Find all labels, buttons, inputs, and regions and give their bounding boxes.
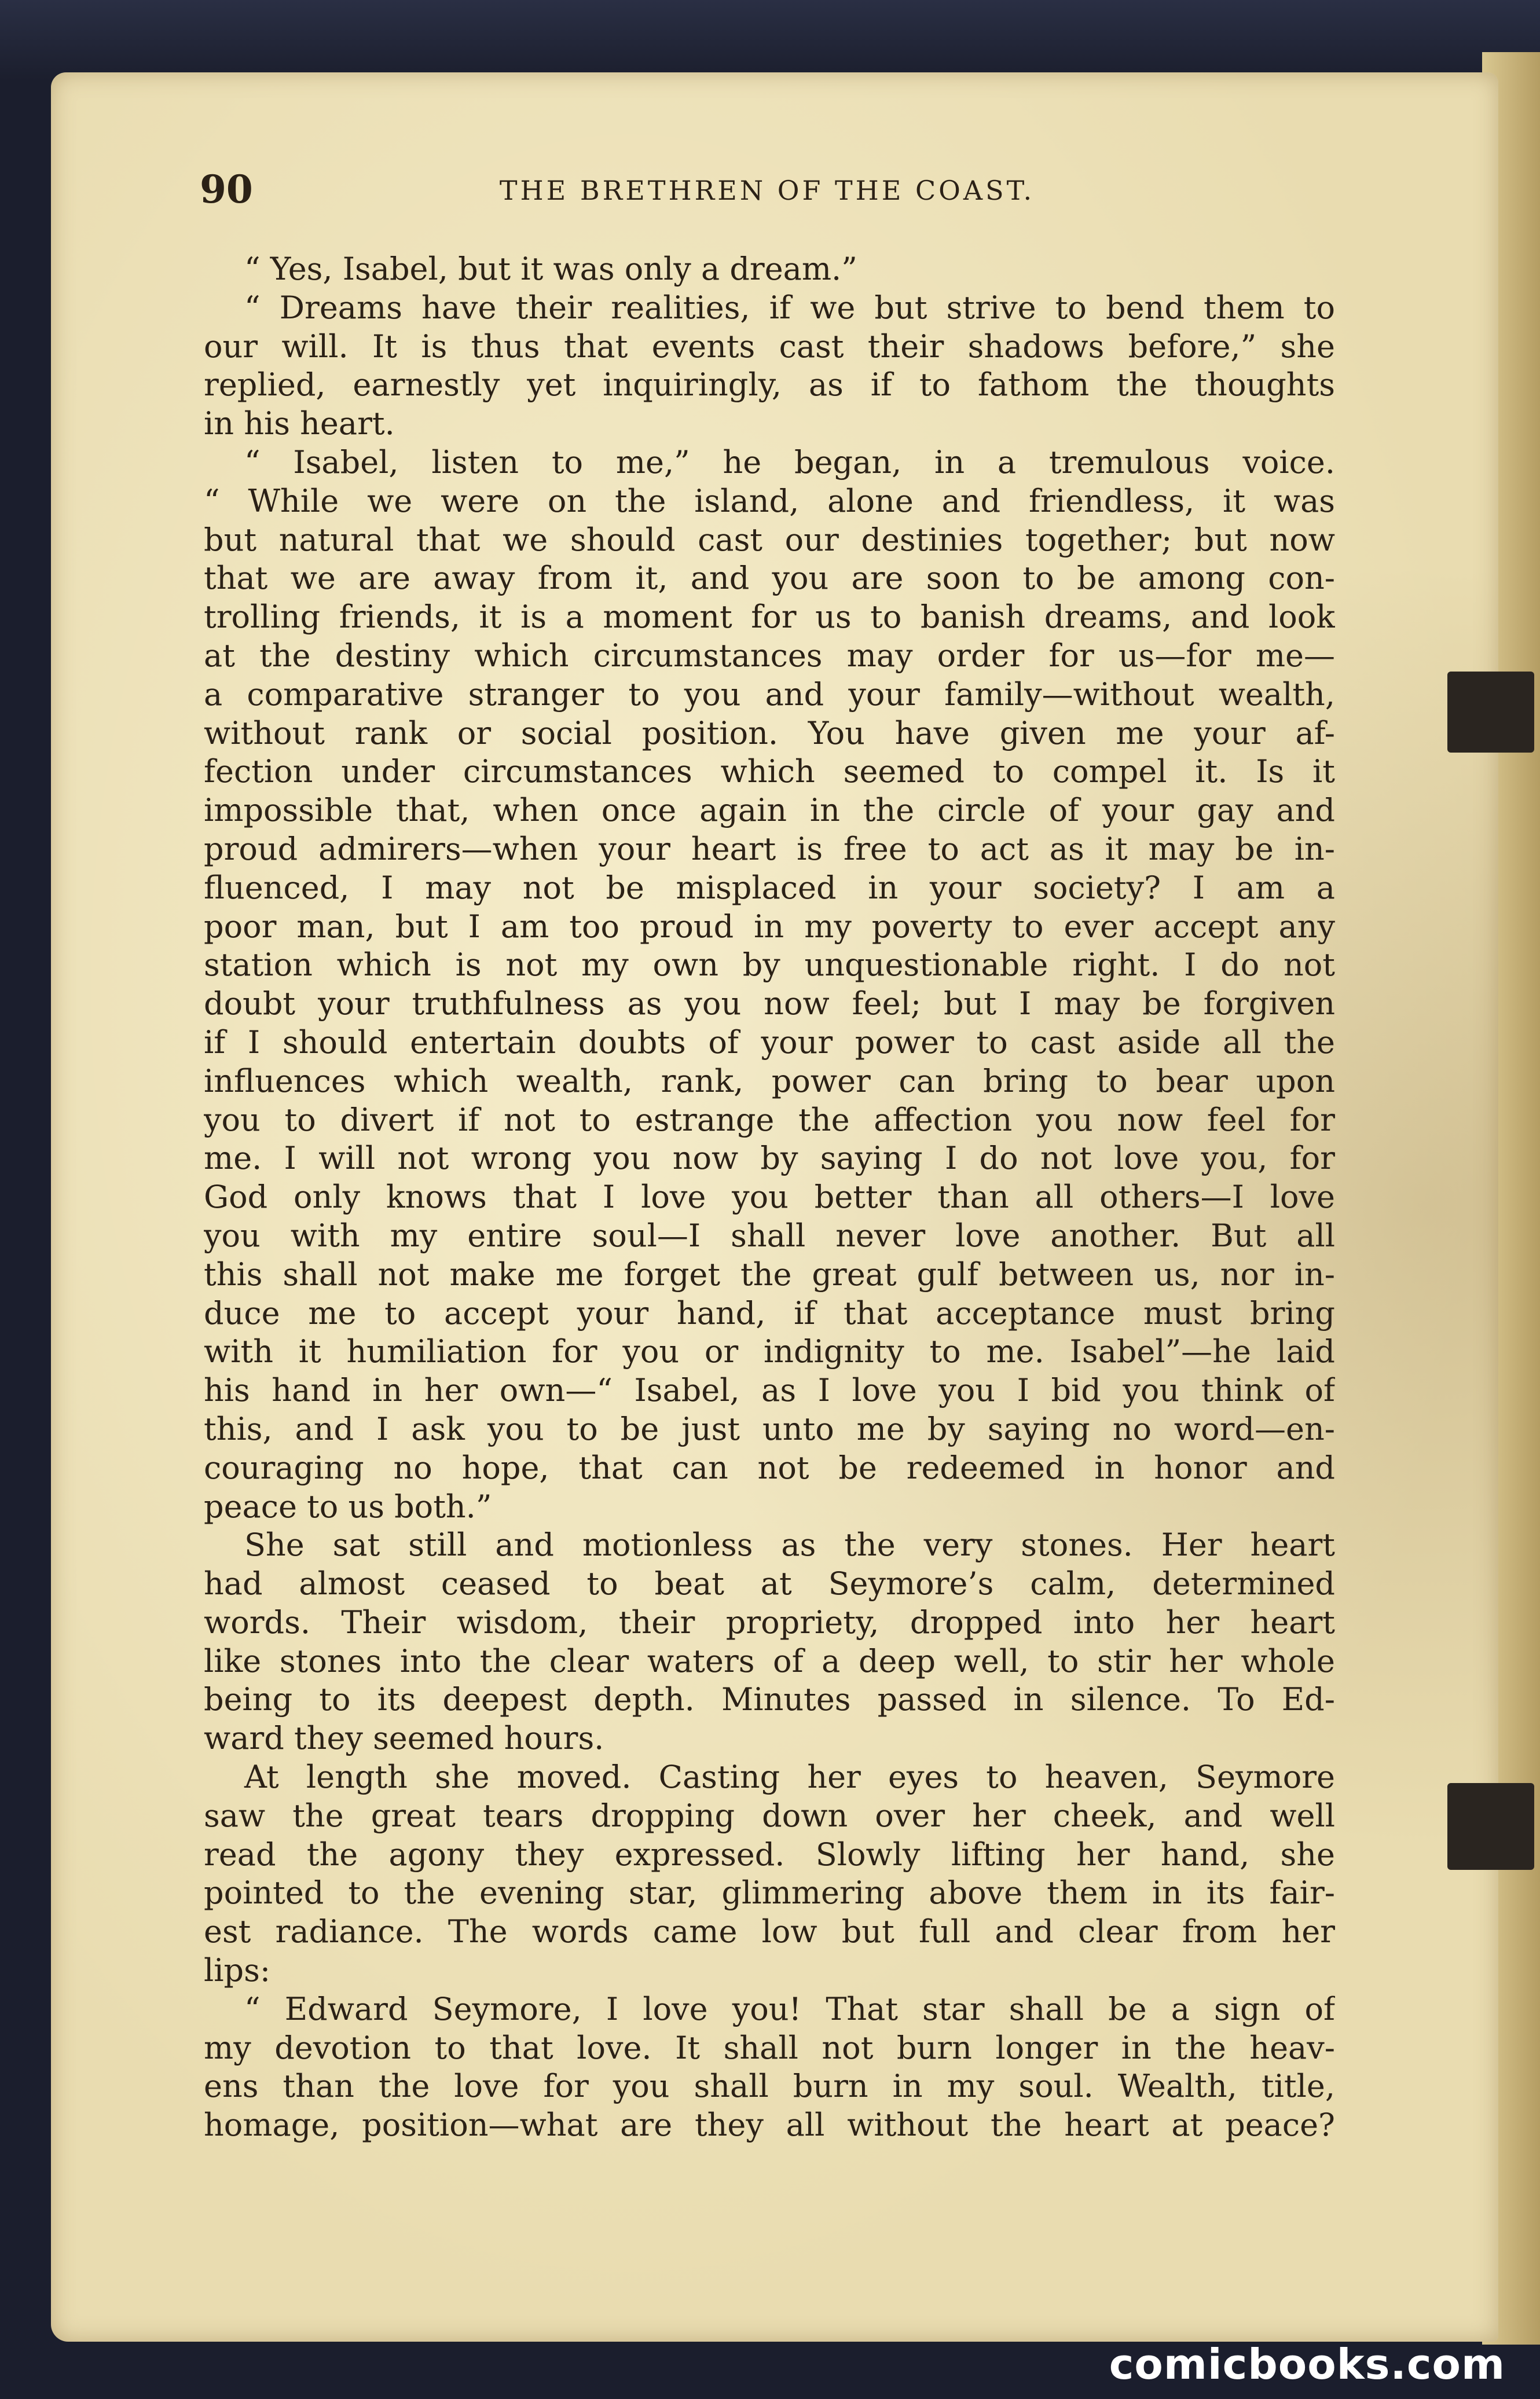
text-line: doubt your truthfulness as you now feel; but I may be forgiven <box>204 985 1335 1022</box>
text-line: our will. It is thus that events cast their shadows before,” she <box>204 328 1335 365</box>
text-line: you with my entire soul—I shall never love another. But all <box>204 1217 1335 1254</box>
text-line: his hand in her own—“ Isabel, as I love you I bid you think of <box>204 1372 1335 1409</box>
text-line: est radiance. The words came low but full and clear from her <box>204 1913 1335 1950</box>
book-cover-edge <box>0 0 1540 81</box>
text-line: poor man, but I am too proud in my poverty to ever accept any <box>204 908 1335 945</box>
text-line: you to divert if not to estrange the affection you now feel for <box>204 1101 1335 1138</box>
text-line: being to its deepest depth. Minutes passed in silence. To Ed- <box>204 1681 1335 1718</box>
text-line: without rank or social position. You have given me your af- <box>204 714 1335 751</box>
text-line: this shall not make me forget the great gulf between us, nor in- <box>204 1256 1335 1293</box>
text-line: fection under circumstances which seemed to compel it. Is it <box>204 753 1335 790</box>
text-line: lips: <box>204 1952 271 1989</box>
text-line: pointed to the evening star, glimmering above them in its fair- <box>204 1875 1335 1912</box>
text-line: ens than the love for you shall burn in my soul. Wealth, title, <box>204 2068 1335 2105</box>
body-text <box>204 250 1335 2145</box>
page-number: 90 <box>200 167 253 212</box>
text-line: “ Edward Seymore, I love you! That star shall be a sign of <box>244 1990 1335 2027</box>
page-tear <box>1447 672 1534 753</box>
text-line: influences which wealth, rank, power can bring to bear upon <box>204 1062 1335 1099</box>
text-line: couraging no hope, that can not be redeemed in honor and <box>204 1449 1335 1486</box>
text-line: my devotion to that love. It shall not burn longer in the heav- <box>204 2029 1335 2066</box>
text-line: had almost ceased to beat at Seymore’s calm, determined <box>204 1565 1335 1602</box>
text-line: a comparative stranger to you and your family—without wealth, <box>204 676 1335 713</box>
text-line: impossible that, when once again in the circle of your gay and <box>204 792 1335 829</box>
text-line: but natural that we should cast our destinies together; but now <box>204 521 1335 558</box>
text-line: “ While we were on the island, alone and friendless, it was <box>204 482 1335 519</box>
text-line: read the agony they expressed. Slowly lifting her hand, she <box>204 1836 1335 1873</box>
text-line: station which is not my own by unquestionable right. I do not <box>204 947 1335 984</box>
text-line: at the destiny which circumstances may order for us—for me— <box>204 637 1335 674</box>
text-line: this, and I ask you to be just unto me by saying no word—en- <box>204 1410 1335 1447</box>
text-line: duce me to accept your hand, if that acceptance must bring <box>204 1294 1335 1331</box>
text-line: with it humiliation for you or indignity to me. Isabel”—he laid <box>204 1333 1335 1370</box>
text-line: proud admirers—when your heart is free to act as it may be in- <box>204 830 1335 867</box>
text-line: “ Dreams have their realities, if we but strive to bend them to <box>244 289 1335 326</box>
text-line: “ Isabel, listen to me,” he began, in a tremulous voice. <box>244 443 1335 480</box>
text-line: “ Yes, Isabel, but it was only a dream.” <box>244 251 857 287</box>
text-line: if I should entertain doubts of your power to cast aside all the <box>204 1024 1335 1061</box>
running-title: THE BRETHREN OF THE COAST. <box>499 175 1035 206</box>
text-line: that we are away from it, and you are soon to be among con- <box>204 560 1335 597</box>
text-line: God only knows that I love you better than all others—I love <box>204 1179 1335 1216</box>
text-line: like stones into the clear waters of a deep well, to stir her whole <box>204 1642 1335 1679</box>
text-line: words. Their wisdom, their propriety, dropped into her heart <box>204 1604 1335 1641</box>
text-line: At length she moved. Casting her eyes to heaven, Seymore <box>244 1759 1335 1796</box>
text-line: peace to us both.” <box>204 1488 492 1525</box>
page-header <box>200 167 1334 219</box>
page-tear <box>1447 1783 1534 1870</box>
text-line: me. I will not wrong you now by saying I do not love you, for <box>204 1140 1335 1177</box>
text-line: fluenced, I may not be misplaced in your society? I am a <box>204 869 1335 906</box>
text-line: trolling friends, it is a moment for us to banish dreams, and look <box>204 599 1335 636</box>
watermark: comicbooks.com <box>1109 2340 1505 2389</box>
text-line: saw the great tears dropping down over her cheek, and well <box>204 1797 1335 1834</box>
text-line: in his heart. <box>204 405 395 442</box>
text-line: She sat still and motionless as the very stones. Her heart <box>244 1527 1335 1564</box>
text-line: ward they seemed hours. <box>204 1720 604 1757</box>
text-line: homage, position—what are they all without the heart at peace? <box>204 2107 1335 2144</box>
text-line: replied, earnestly yet inquiringly, as if to fathom the thoughts <box>204 366 1335 403</box>
